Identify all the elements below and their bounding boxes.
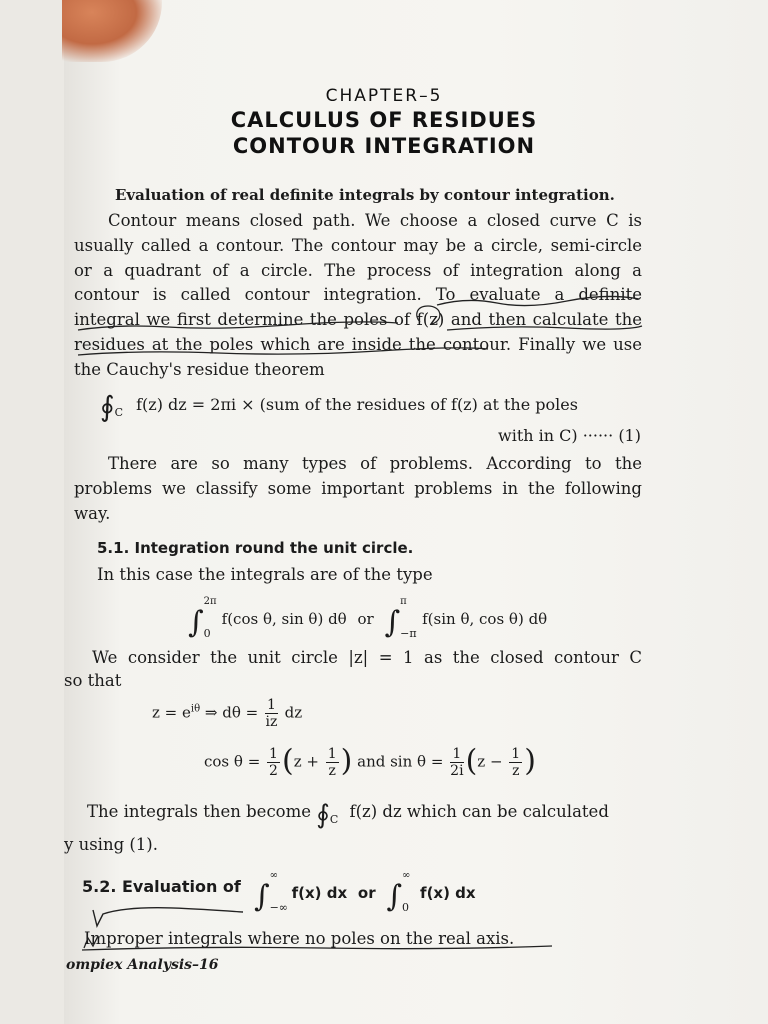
chapter-label: CHAPTER–5: [325, 86, 443, 106]
eq-text: cos θ =: [204, 752, 266, 771]
page-footer: ompiex Analysis–16: [66, 957, 219, 973]
integral-sign: ∫: [188, 605, 204, 640]
left-paren: (: [465, 743, 478, 779]
upper-limit: 2π: [203, 596, 217, 607]
intro-line: usually called a contour. The contour may be a circle, semi-circle: [74, 235, 642, 255]
lead-heading: Evaluation of real definite integrals by contour integration.: [115, 186, 615, 204]
intro-line: contour is called contour integration. To evaluate a definite: [74, 285, 642, 305]
section-5-1-intro: In this case the integrals are of the type: [97, 565, 433, 584]
upper-limit: ∞: [269, 870, 278, 881]
pen-circle: [417, 306, 440, 324]
numerator: 1: [266, 697, 276, 713]
denominator: z: [512, 763, 520, 779]
or-text: or: [357, 610, 374, 628]
section-5-2-note: Improper integrals where no poles on the real axis.: [84, 929, 515, 948]
theorem-text: f(z) dz = 2πi × (sum of the residues of f(z) at the poles: [136, 395, 578, 414]
intro-line: integral we first determine the poles of f(z) and then calculate the: [74, 310, 642, 330]
integrand: f(x) dx: [291, 884, 348, 902]
types-line: There are so many types of problems. According to the: [108, 454, 642, 473]
contour-subscript: C: [114, 406, 124, 419]
integral-sign: ∫: [253, 879, 270, 914]
integral-sign: ∫: [386, 879, 403, 914]
integrand: f(cos θ, sin θ) dθ: [221, 610, 347, 628]
section-5-1-heading: 5.1. Integration round the unit circle.: [97, 539, 414, 557]
contour-subscript: C: [329, 813, 339, 826]
denominator: iz: [265, 714, 278, 730]
intro-line: residues at the poles which are inside the contour. Finally we use: [74, 334, 642, 354]
pen-underline: [82, 946, 552, 950]
eq-text: z = e: [152, 703, 191, 722]
intro-line: Contour means closed path. We choose a closed curve C is: [108, 211, 642, 230]
left-paren: (: [281, 743, 294, 779]
denominator: 2i: [450, 763, 464, 779]
lower-limit: −∞: [269, 901, 288, 914]
right-paren: ): [524, 743, 536, 779]
denominator: z: [328, 763, 336, 779]
pen-scribble: [84, 936, 98, 948]
section-heading-text: 5.2. Evaluation of: [82, 877, 241, 896]
numerator: 1: [269, 746, 278, 762]
types-line: way.: [74, 503, 111, 523]
upper-limit: π: [400, 596, 407, 607]
body-text: The integrals then become: [87, 802, 312, 821]
numerator: 1: [327, 746, 337, 762]
page-title-line1: CALCULUS OF RESIDUES: [230, 108, 538, 132]
body-text: f(z) dz which can be calculated: [349, 802, 609, 821]
eq-text: dz: [284, 703, 303, 722]
numerator: 1: [450, 746, 463, 763]
integrand: f(sin θ, cos θ) dθ: [422, 610, 548, 628]
numerator: 1: [511, 746, 521, 762]
pen-underline: [78, 322, 398, 330]
lower-limit: 0: [203, 627, 211, 640]
eq-text: z +: [293, 752, 324, 771]
theorem-continuation: with in C) ······ (1): [498, 426, 641, 445]
eq-text: z −: [477, 752, 508, 771]
intro-line: or a quadrant of a circle. The process of integration along a: [74, 260, 642, 280]
upper-limit: ∞: [402, 870, 411, 881]
unit-circle-cont: so that: [64, 671, 122, 690]
integrand: f(x) dx: [420, 884, 476, 902]
pen-underline: [78, 348, 488, 355]
lower-limit: −π: [400, 627, 417, 640]
integrals-become-cont: y using (1).: [64, 835, 158, 854]
contour-integral-sign: ∮: [316, 800, 330, 830]
pen-checkmark: [93, 908, 243, 926]
types-line: problems we classify some important problems in the following: [74, 478, 642, 498]
pen-underline: [447, 326, 642, 330]
or-text: or: [357, 884, 376, 902]
contour-integral-sign: ∮: [100, 390, 115, 423]
intro-line: the Cauchy's residue theorem: [74, 359, 325, 379]
denominator: 2: [269, 763, 278, 779]
eq-text: ⇒ dθ =: [200, 703, 263, 722]
eq-text: and sin θ =: [357, 752, 449, 771]
lower-limit: 0: [402, 901, 410, 914]
unit-circle-line: We consider the unit circle |z| = 1 as the closed contour C: [92, 648, 642, 667]
pen-underline: [437, 296, 639, 305]
eq-exponent: iθ: [190, 703, 201, 715]
integral-sign: ∫: [384, 605, 401, 640]
page-title-line2: CONTOUR INTEGRATION: [232, 134, 536, 158]
right-paren: ): [340, 743, 353, 779]
